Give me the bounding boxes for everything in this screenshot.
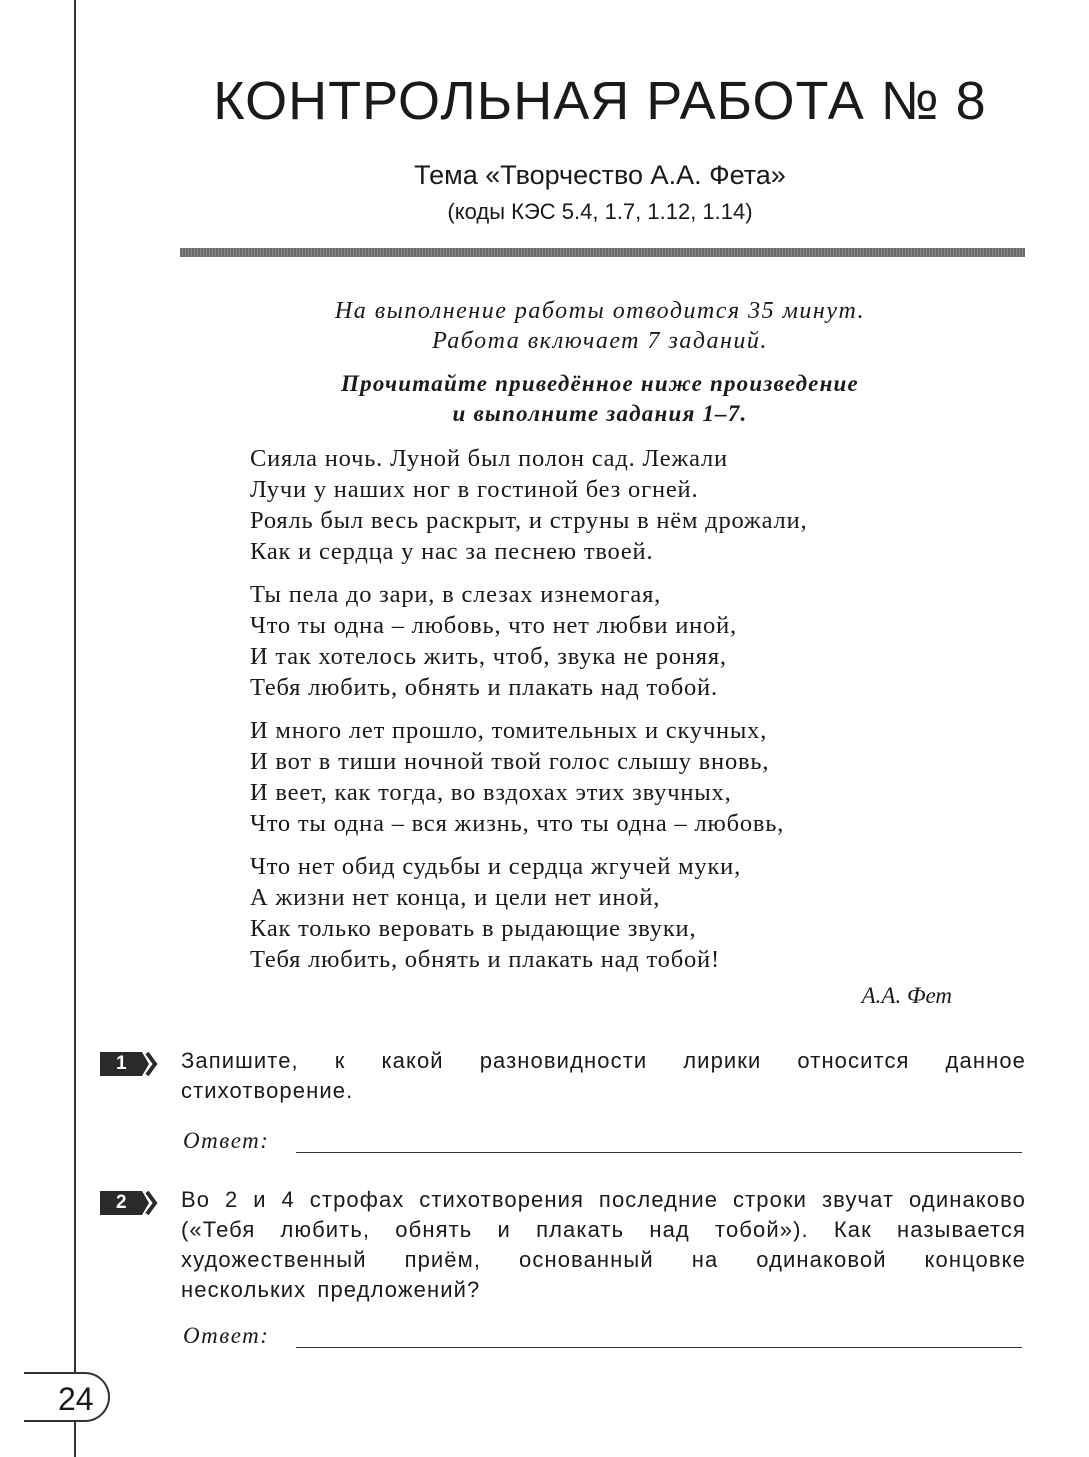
answer-field[interactable] xyxy=(183,1323,1026,1353)
poem-author: А.А. Фет xyxy=(861,983,952,1008)
task-2 xyxy=(100,1185,1025,1385)
poem-line: Что нет обид судьбы и сердца жгучей муки, xyxy=(250,853,742,880)
margin-line xyxy=(74,0,76,1457)
poem-line: И веет, как тогда, во вздохах этих звучных, xyxy=(250,779,732,806)
poem-line: Тебя любить, обнять и плакать над тобой. xyxy=(250,674,718,701)
instruction-line: Прочитайте приведённое ниже произведение xyxy=(341,371,859,396)
poem-stanza xyxy=(250,579,1010,703)
task-1 xyxy=(100,1046,1025,1176)
answer-label: Ответ: xyxy=(183,1323,270,1348)
poem-line: Лучи у наших ног в гостиной без огней. xyxy=(250,476,699,503)
task-number-badge xyxy=(100,1052,160,1076)
intro-note xyxy=(175,296,1025,356)
divider-rule xyxy=(180,248,1025,257)
poem-line: Ты пела до зари, в слезах изнемогая, xyxy=(250,581,662,608)
reading-instruction xyxy=(175,369,1025,429)
instruction-line: и выполните задания 1–7. xyxy=(452,401,748,426)
page-title: КОНТРОЛЬНАЯ РАБОТА № 8 xyxy=(213,71,987,131)
poem xyxy=(250,443,1010,987)
answer-line[interactable] xyxy=(296,1347,1022,1348)
poem-line: А жизни нет конца, и цели нет иной, xyxy=(250,884,661,911)
task-text: Во 2 и 4 строфах стихотворения последние строки звучат одинаково («Тебя любить, обнять и плакать над тобой»). Как называется художественный приём, основанный на одинаковой концовке нескольких предложений? xyxy=(181,1187,1026,1302)
poem-line: Как только веровать в рыдающие звуки, xyxy=(250,915,697,942)
poem-line: Тебя любить, обнять и плакать над тобой! xyxy=(250,946,720,973)
page-number: 24 xyxy=(24,1372,110,1422)
poem-stanza xyxy=(250,715,1010,839)
poem-stanza xyxy=(250,851,1010,975)
task-number-badge xyxy=(100,1191,160,1215)
kes-codes: (коды КЭС 5.4, 1.7, 1.12, 1.14) xyxy=(447,199,753,224)
poem-line: Как и сердца у нас за песнею твоей. xyxy=(250,538,654,565)
poem-line: И так хотелось жить, чтоб, звука не роняя, xyxy=(250,643,727,670)
poem-line: Что ты одна – вся жизнь, что ты одна – любовь, xyxy=(250,810,785,837)
topic-heading: Тема «Творчество А.А. Фета» xyxy=(414,160,786,190)
poem-stanza xyxy=(250,443,1010,567)
intro-line: На выполнение работы отводится 35 минут. xyxy=(334,298,866,324)
answer-line[interactable] xyxy=(296,1152,1022,1153)
answer-label: Ответ: xyxy=(183,1128,270,1153)
poem-line: И много лет прошло, томительных и скучных, xyxy=(250,717,768,744)
task-number: 2 xyxy=(116,1192,127,1213)
intro-line: Работа включает 7 заданий. xyxy=(432,328,768,354)
poem-line: Что ты одна – любовь, что нет любви иной, xyxy=(250,612,737,639)
poem-line: Рояль был весь раскрыт, и струны в нём дрожали, xyxy=(250,507,808,534)
task-number: 1 xyxy=(116,1053,127,1074)
poem-line: И вот в тиши ночной твой голос слышу вновь, xyxy=(250,748,770,775)
answer-field[interactable] xyxy=(183,1128,1026,1158)
poem-line: Сияла ночь. Луной был полон сад. Лежали xyxy=(250,445,728,472)
task-text: Запишите, к какой разновидности лирики относится данное стихотворение. xyxy=(181,1048,1026,1103)
